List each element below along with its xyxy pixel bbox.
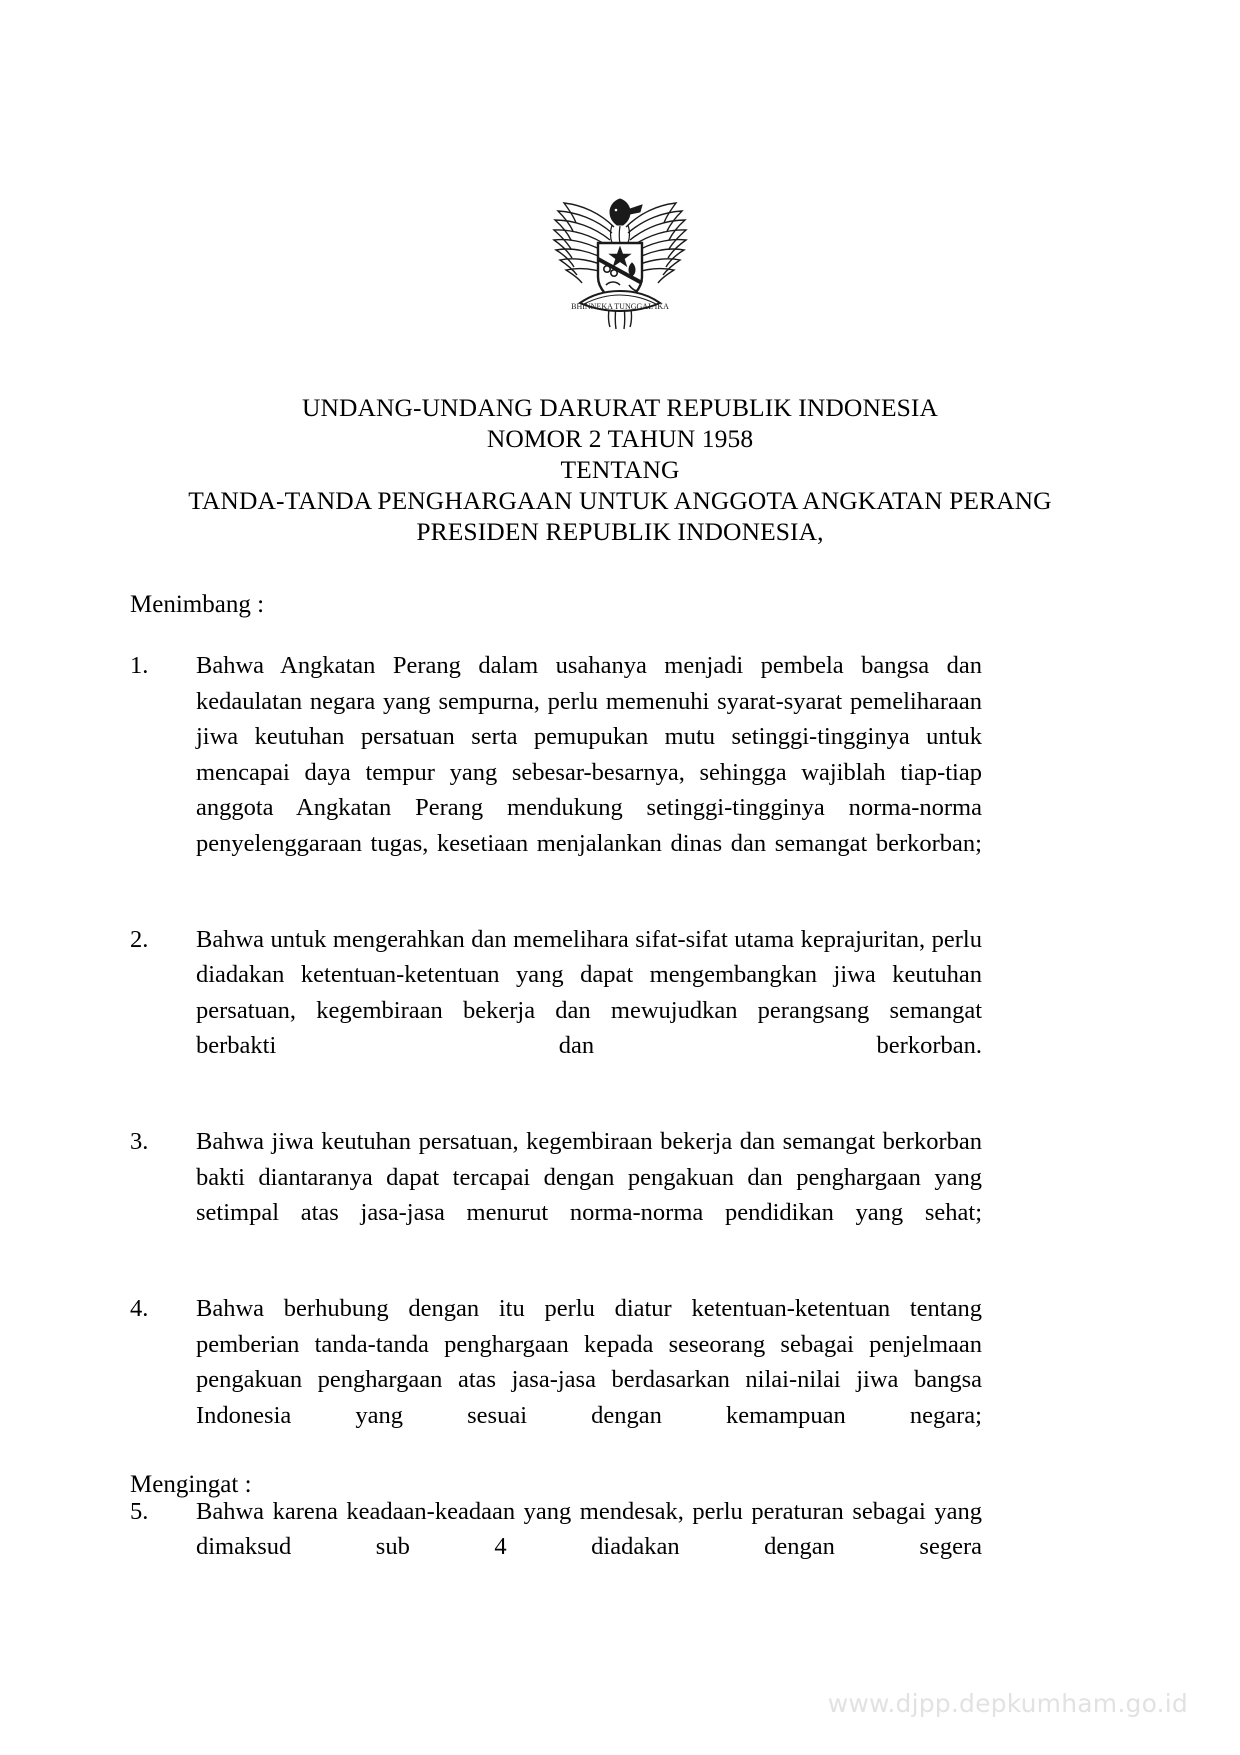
consideration-item (130, 1124, 982, 1266)
title-line-4: TANDA-TANDA PENGHARGAAN UNTUK ANGGOTA ANGKATAN PERANG (188, 486, 1052, 515)
title-line-3: TENTANG (560, 455, 680, 484)
consideration-item (130, 922, 982, 1100)
title-line-2: NOMOR 2 TAHUN 1958 (486, 424, 754, 453)
consideration-item (130, 1494, 982, 1601)
title-line-1: UNDANG-UNDANG DARURAT REPUBLIK INDONESIA (301, 393, 939, 422)
consideration-number: 4. (130, 1295, 149, 1322)
considerations-list (130, 648, 982, 1600)
document-body (130, 588, 982, 1600)
title-line-5: PRESIDEN REPUBLIK INDONESIA, (416, 517, 824, 546)
consideration-text: Bahwa berhubung dengan itu perlu diatur ketentuan-ketentuan tentang pemberian tanda-tanda penghargaan kepada seseorang sebagai penjelmaan pengakuan penghargaan atas jasa-jasa berdasarkan nilai-nilai jiwa bangsa Indonesia yang sesuai dengan kemampuan negara; (196, 1295, 982, 1429)
considerations-label: Menimbang : (130, 591, 265, 618)
consideration-item (130, 648, 982, 897)
consideration-number: 3. (130, 1128, 149, 1155)
consideration-item (130, 1291, 982, 1469)
consideration-text: Bahwa jiwa keutuhan persatuan, kegembiraan bekerja dan semangat berkorban bakti diantaranya dapat tercapai dengan pengakuan dan penghargaan yang setimpal atas jasa-jasa menurut norma-norma pendidikan yang sehat; (196, 1128, 982, 1226)
consideration-text: Bahwa Angkatan Perang dalam usahanya menjadi pembela bangsa dan kedaulatan negara yang sempurna, perlu memenuhi syarat-syarat pemeliharaan jiwa keutuhan persatuan serta pemupukan mutu setinggi-tingginya untuk mencapai daya tempur yang sebesar-besarnya, sehingga wajiblah tiap-tiap anggota Angkatan Perang mendukung setinggi-tingginya norma-norma penyelenggaraan tugas, kesetiaan menjalankan dinas dan semangat berkorban; (196, 652, 982, 857)
consideration-text: Bahwa untuk mengerahkan dan memelihara sifat-sifat utama keprajuritan, perlu diadakan ketentuan-ketentuan yang dapat mengembangkan jiwa keutuhan persatuan, kegembiraan bekerja dan mewujudkan perangsang semangat berbakti dan berkorban. (196, 925, 982, 1059)
emblem-container (0, 185, 1240, 350)
document-title (120, 392, 1120, 547)
consideration-number: 2. (130, 925, 149, 953)
consideration-number: 5. (130, 1497, 149, 1525)
consideration-number: 1. (130, 652, 149, 679)
recalls-label: Mengingat : (130, 1471, 252, 1498)
site-watermark: www.djpp.depkumham.go.id (827, 1689, 1188, 1718)
garuda-pancasila-emblem (536, 185, 704, 345)
svg-text:BHINNEKA TUNGGAL IKA: BHINNEKA TUNGGAL IKA (571, 302, 669, 311)
consideration-text: Bahwa karena keadaan-keadaan yang mendesak, perlu peraturan sebagai yang dimaksud sub 4 diadakan dengan segera (196, 1497, 982, 1560)
